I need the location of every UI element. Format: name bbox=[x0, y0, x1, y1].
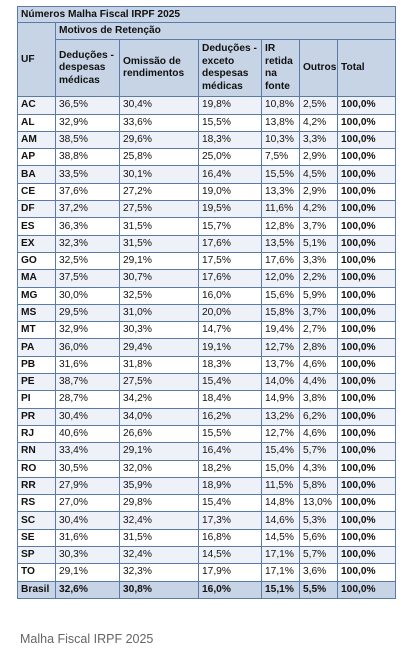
percent-cell: 28,7% bbox=[56, 391, 120, 408]
percent-cell: 37,2% bbox=[56, 201, 120, 218]
percent-cell: 17,6% bbox=[199, 270, 262, 287]
table-row bbox=[18, 425, 396, 442]
percent-cell: 29,4% bbox=[120, 339, 199, 356]
percent-cell: 31,5% bbox=[120, 529, 199, 546]
percent-cell: 32,6% bbox=[56, 581, 120, 598]
percent-cell: 10,8% bbox=[262, 97, 300, 114]
percent-cell: 4,3% bbox=[300, 460, 338, 477]
uf-cell: RO bbox=[18, 460, 56, 477]
table-row bbox=[18, 322, 396, 339]
column-header-ir-retida: IR retida na fonte bbox=[262, 40, 300, 97]
percent-cell: 11,5% bbox=[262, 477, 300, 494]
percent-cell: 16,4% bbox=[199, 443, 262, 460]
total-cell: 100,0% bbox=[338, 477, 396, 494]
percent-cell: 10,3% bbox=[262, 131, 300, 148]
total-cell: 100,0% bbox=[338, 512, 396, 529]
uf-cell: AP bbox=[18, 149, 56, 166]
table-row bbox=[18, 114, 396, 131]
total-cell: 100,0% bbox=[338, 218, 396, 235]
percent-cell: 15,5% bbox=[262, 166, 300, 183]
table-row bbox=[18, 547, 396, 564]
table-row bbox=[18, 201, 396, 218]
uf-cell: PB bbox=[18, 356, 56, 373]
percent-cell: 17,9% bbox=[199, 564, 262, 581]
percent-cell: 19,0% bbox=[199, 183, 262, 200]
uf-cell: PR bbox=[18, 408, 56, 425]
uf-cell: PE bbox=[18, 374, 56, 391]
uf-cell: PA bbox=[18, 339, 56, 356]
percent-cell: 37,6% bbox=[56, 183, 120, 200]
table-row bbox=[18, 149, 396, 166]
percent-cell: 2,2% bbox=[300, 270, 338, 287]
percent-cell: 36,3% bbox=[56, 218, 120, 235]
percent-cell: 12,0% bbox=[262, 270, 300, 287]
uf-cell: MS bbox=[18, 304, 56, 321]
total-cell: 100,0% bbox=[338, 408, 396, 425]
percent-cell: 3,3% bbox=[300, 252, 338, 269]
percent-cell: 33,4% bbox=[56, 443, 120, 460]
percent-cell: 6,2% bbox=[300, 408, 338, 425]
percent-cell: 5,5% bbox=[300, 581, 338, 598]
percent-cell: 32,5% bbox=[120, 287, 199, 304]
percent-cell: 3,7% bbox=[300, 304, 338, 321]
total-cell: 100,0% bbox=[338, 339, 396, 356]
percent-cell: 13,2% bbox=[262, 408, 300, 425]
uf-cell: RJ bbox=[18, 425, 56, 442]
percent-cell: 30,4% bbox=[56, 512, 120, 529]
table-row bbox=[18, 270, 396, 287]
percent-cell: 5,3% bbox=[300, 512, 338, 529]
percent-cell: 30,3% bbox=[120, 322, 199, 339]
percent-cell: 29,1% bbox=[56, 564, 120, 581]
percent-cell: 13,7% bbox=[262, 356, 300, 373]
uf-cell: PI bbox=[18, 391, 56, 408]
table-row bbox=[18, 495, 396, 512]
percent-cell: 19,5% bbox=[199, 201, 262, 218]
percent-cell: 26,6% bbox=[120, 425, 199, 442]
total-cell: 100,0% bbox=[338, 425, 396, 442]
percent-cell: 14,5% bbox=[199, 547, 262, 564]
percent-cell: 18,3% bbox=[199, 131, 262, 148]
percent-cell: 40,6% bbox=[56, 425, 120, 442]
percent-cell: 31,5% bbox=[120, 218, 199, 235]
percent-cell: 35,9% bbox=[120, 477, 199, 494]
percent-cell: 15,4% bbox=[199, 374, 262, 391]
percent-cell: 12,8% bbox=[262, 218, 300, 235]
total-cell: 100,0% bbox=[338, 391, 396, 408]
uf-cell: SP bbox=[18, 547, 56, 564]
percent-cell: 30,1% bbox=[120, 166, 199, 183]
percent-cell: 18,3% bbox=[199, 356, 262, 373]
table-row bbox=[18, 339, 396, 356]
percent-cell: 38,7% bbox=[56, 374, 120, 391]
percent-cell: 30,3% bbox=[56, 547, 120, 564]
percent-cell: 32,4% bbox=[120, 547, 199, 564]
total-cell: 100,0% bbox=[338, 495, 396, 512]
percent-cell: 17,5% bbox=[199, 252, 262, 269]
total-cell: 100,0% bbox=[338, 252, 396, 269]
caption: Malha Fiscal IRPF 2025 bbox=[20, 632, 154, 646]
percent-cell: 19,4% bbox=[262, 322, 300, 339]
percent-cell: 13,0% bbox=[300, 495, 338, 512]
table-row bbox=[18, 391, 396, 408]
percent-cell: 29,1% bbox=[120, 443, 199, 460]
percent-cell: 36,0% bbox=[56, 339, 120, 356]
total-cell: 100,0% bbox=[338, 322, 396, 339]
percent-cell: 16,0% bbox=[199, 287, 262, 304]
column-header-deducoes-medicas: Deduções - despesas médicas bbox=[56, 40, 120, 97]
percent-cell: 29,8% bbox=[120, 495, 199, 512]
uf-cell: BA bbox=[18, 166, 56, 183]
table-row bbox=[18, 218, 396, 235]
total-cell: 100,0% bbox=[338, 149, 396, 166]
total-cell: 100,0% bbox=[338, 564, 396, 581]
column-header-outros: Outros bbox=[300, 40, 338, 97]
malha-fiscal-table bbox=[17, 6, 396, 599]
percent-cell: 32,4% bbox=[120, 512, 199, 529]
uf-cell: GO bbox=[18, 252, 56, 269]
percent-cell: 3,7% bbox=[300, 218, 338, 235]
percent-cell: 27,9% bbox=[56, 477, 120, 494]
group-header: Motivos de Retenção bbox=[56, 23, 396, 40]
percent-cell: 27,0% bbox=[56, 495, 120, 512]
percent-cell: 18,4% bbox=[199, 391, 262, 408]
total-cell: 100,0% bbox=[338, 460, 396, 477]
percent-cell: 15,4% bbox=[262, 443, 300, 460]
uf-cell: SE bbox=[18, 529, 56, 546]
percent-cell: 4,6% bbox=[300, 356, 338, 373]
percent-cell: 3,6% bbox=[300, 564, 338, 581]
percent-cell: 17,6% bbox=[199, 235, 262, 252]
percent-cell: 14,6% bbox=[262, 512, 300, 529]
total-cell: 100,0% bbox=[338, 97, 396, 114]
percent-cell: 12,7% bbox=[262, 339, 300, 356]
table-row bbox=[18, 131, 396, 148]
total-cell: 100,0% bbox=[338, 201, 396, 218]
uf-cell: CE bbox=[18, 183, 56, 200]
table-row bbox=[18, 97, 396, 114]
percent-cell: 16,0% bbox=[199, 581, 262, 598]
percent-cell: 25,0% bbox=[199, 149, 262, 166]
uf-cell: TO bbox=[18, 564, 56, 581]
percent-cell: 19,8% bbox=[199, 97, 262, 114]
percent-cell: 5,7% bbox=[300, 443, 338, 460]
percent-cell: 31,8% bbox=[120, 356, 199, 373]
percent-cell: 34,0% bbox=[120, 408, 199, 425]
table-row bbox=[18, 477, 396, 494]
uf-cell: MG bbox=[18, 287, 56, 304]
percent-cell: 38,8% bbox=[56, 149, 120, 166]
table-row bbox=[18, 408, 396, 425]
table-row bbox=[18, 374, 396, 391]
table-row bbox=[18, 564, 396, 581]
percent-cell: 4,2% bbox=[300, 201, 338, 218]
percent-cell: 33,6% bbox=[120, 114, 199, 131]
percent-cell: 20,0% bbox=[199, 304, 262, 321]
uf-cell: RS bbox=[18, 495, 56, 512]
percent-cell: 29,1% bbox=[120, 252, 199, 269]
percent-cell: 16,4% bbox=[199, 166, 262, 183]
percent-cell: 15,1% bbox=[262, 581, 300, 598]
percent-cell: 17,3% bbox=[199, 512, 262, 529]
table-row bbox=[18, 166, 396, 183]
column-header-total: Total bbox=[338, 40, 396, 97]
total-cell: 100,0% bbox=[338, 166, 396, 183]
percent-cell: 3,8% bbox=[300, 391, 338, 408]
column-header-omissao: Omissão de rendimentos bbox=[120, 40, 199, 97]
uf-cell: AC bbox=[18, 97, 56, 114]
percent-cell: 15,4% bbox=[199, 495, 262, 512]
percent-cell: 14,0% bbox=[262, 374, 300, 391]
table-row bbox=[18, 287, 396, 304]
total-cell: 100,0% bbox=[338, 131, 396, 148]
percent-cell: 15,8% bbox=[262, 304, 300, 321]
percent-cell: 36,5% bbox=[56, 97, 120, 114]
percent-cell: 7,5% bbox=[262, 149, 300, 166]
percent-cell: 14,8% bbox=[262, 495, 300, 512]
percent-cell: 30,4% bbox=[56, 408, 120, 425]
percent-cell: 17,6% bbox=[262, 252, 300, 269]
total-cell: 100,0% bbox=[338, 270, 396, 287]
percent-cell: 4,4% bbox=[300, 374, 338, 391]
uf-cell: AL bbox=[18, 114, 56, 131]
table-container bbox=[17, 6, 395, 599]
table-row bbox=[18, 252, 396, 269]
percent-cell: 15,6% bbox=[262, 287, 300, 304]
uf-cell: SC bbox=[18, 512, 56, 529]
uf-cell: MA bbox=[18, 270, 56, 287]
uf-cell: AM bbox=[18, 131, 56, 148]
percent-cell: 2,7% bbox=[300, 322, 338, 339]
percent-cell: 32,0% bbox=[120, 460, 199, 477]
percent-cell: 30,8% bbox=[120, 581, 199, 598]
uf-cell: ES bbox=[18, 218, 56, 235]
percent-cell: 16,8% bbox=[199, 529, 262, 546]
percent-cell: 5,8% bbox=[300, 477, 338, 494]
uf-cell: Brasil bbox=[18, 581, 56, 598]
column-header-uf: UF bbox=[18, 23, 56, 97]
uf-cell: MT bbox=[18, 322, 56, 339]
table-row bbox=[18, 512, 396, 529]
percent-cell: 18,9% bbox=[199, 477, 262, 494]
percent-cell: 5,1% bbox=[300, 235, 338, 252]
percent-cell: 11,6% bbox=[262, 201, 300, 218]
uf-cell: RN bbox=[18, 443, 56, 460]
percent-cell: 14,9% bbox=[262, 391, 300, 408]
total-cell: 100,0% bbox=[338, 356, 396, 373]
percent-cell: 38,5% bbox=[56, 131, 120, 148]
percent-cell: 30,0% bbox=[56, 287, 120, 304]
uf-cell: RR bbox=[18, 477, 56, 494]
percent-cell: 29,5% bbox=[56, 304, 120, 321]
percent-cell: 18,2% bbox=[199, 460, 262, 477]
percent-cell: 15,7% bbox=[199, 218, 262, 235]
table-row bbox=[18, 356, 396, 373]
percent-cell: 32,9% bbox=[56, 114, 120, 131]
percent-cell: 12,7% bbox=[262, 425, 300, 442]
percent-cell: 31,0% bbox=[120, 304, 199, 321]
total-cell: 100,0% bbox=[338, 374, 396, 391]
total-cell: 100,0% bbox=[338, 443, 396, 460]
percent-cell: 17,1% bbox=[262, 547, 300, 564]
percent-cell: 3,3% bbox=[300, 131, 338, 148]
percent-cell: 5,9% bbox=[300, 287, 338, 304]
uf-cell: EX bbox=[18, 235, 56, 252]
percent-cell: 13,5% bbox=[262, 235, 300, 252]
percent-cell: 32,9% bbox=[56, 322, 120, 339]
percent-cell: 17,1% bbox=[262, 564, 300, 581]
percent-cell: 27,5% bbox=[120, 201, 199, 218]
percent-cell: 5,6% bbox=[300, 529, 338, 546]
total-cell: 100,0% bbox=[338, 547, 396, 564]
percent-cell: 15,5% bbox=[199, 425, 262, 442]
percent-cell: 15,0% bbox=[262, 460, 300, 477]
percent-cell: 27,5% bbox=[120, 374, 199, 391]
percent-cell: 34,2% bbox=[120, 391, 199, 408]
total-cell: 100,0% bbox=[338, 183, 396, 200]
percent-cell: 30,4% bbox=[120, 97, 199, 114]
total-cell: 100,0% bbox=[338, 287, 396, 304]
percent-cell: 31,6% bbox=[56, 356, 120, 373]
percent-cell: 5,7% bbox=[300, 547, 338, 564]
percent-cell: 14,5% bbox=[262, 529, 300, 546]
table-row bbox=[18, 443, 396, 460]
total-cell: 100,0% bbox=[338, 304, 396, 321]
table-row bbox=[18, 529, 396, 546]
percent-cell: 4,5% bbox=[300, 166, 338, 183]
percent-cell: 27,2% bbox=[120, 183, 199, 200]
percent-cell: 19,1% bbox=[199, 339, 262, 356]
percent-cell: 37,5% bbox=[56, 270, 120, 287]
percent-cell: 16,2% bbox=[199, 408, 262, 425]
uf-cell: DF bbox=[18, 201, 56, 218]
percent-cell: 15,5% bbox=[199, 114, 262, 131]
total-cell: 100,0% bbox=[338, 529, 396, 546]
percent-cell: 2,8% bbox=[300, 339, 338, 356]
percent-cell: 32,3% bbox=[56, 235, 120, 252]
percent-cell: 32,5% bbox=[56, 252, 120, 269]
percent-cell: 13,3% bbox=[262, 183, 300, 200]
total-cell: 100,0% bbox=[338, 581, 396, 598]
column-header-deducoes-exceto: Deduções - exceto despesas médicas bbox=[199, 40, 262, 97]
table-body bbox=[18, 97, 396, 599]
percent-cell: 29,6% bbox=[120, 131, 199, 148]
total-cell: 100,0% bbox=[338, 235, 396, 252]
percent-cell: 4,2% bbox=[300, 114, 338, 131]
percent-cell: 4,6% bbox=[300, 425, 338, 442]
percent-cell: 2,9% bbox=[300, 183, 338, 200]
percent-cell: 30,7% bbox=[120, 270, 199, 287]
total-row bbox=[18, 581, 396, 598]
percent-cell: 32,3% bbox=[120, 564, 199, 581]
percent-cell: 2,9% bbox=[300, 149, 338, 166]
table-row bbox=[18, 304, 396, 321]
table-row bbox=[18, 235, 396, 252]
percent-cell: 30,5% bbox=[56, 460, 120, 477]
percent-cell: 33,5% bbox=[56, 166, 120, 183]
percent-cell: 31,5% bbox=[120, 235, 199, 252]
table-row bbox=[18, 460, 396, 477]
table-title: Números Malha Fiscal IRPF 2025 bbox=[18, 7, 396, 23]
total-cell: 100,0% bbox=[338, 114, 396, 131]
percent-cell: 14,7% bbox=[199, 322, 262, 339]
percent-cell: 31,6% bbox=[56, 529, 120, 546]
percent-cell: 25,8% bbox=[120, 149, 199, 166]
percent-cell: 2,5% bbox=[300, 97, 338, 114]
table-row bbox=[18, 183, 396, 200]
percent-cell: 13,8% bbox=[262, 114, 300, 131]
